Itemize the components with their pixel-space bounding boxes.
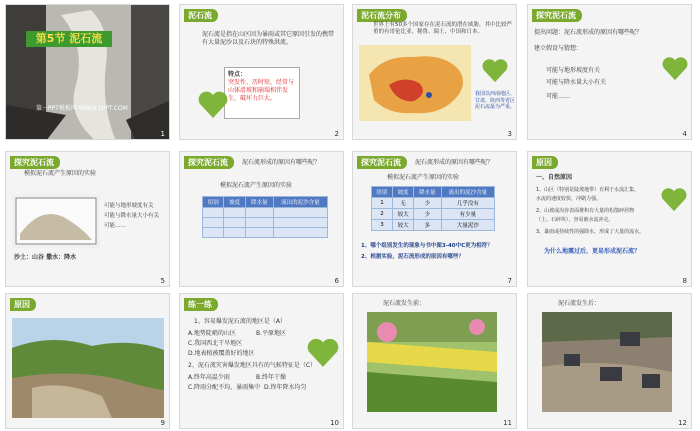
- table-cell: 较大: [393, 220, 414, 231]
- exercise-question-2: 2、泥石流灾害爆发地区具有的气候特征是（C）: [188, 362, 317, 369]
- slide-number: 10: [330, 419, 339, 427]
- reason-line-3: 2、山坡或沟谷表面堆积有大量的松散碎屑物: [536, 208, 635, 214]
- experiment-title: 模拟泥石流产生原因的实验: [220, 182, 293, 189]
- option-2a: A.终年高温少雨: [188, 374, 230, 381]
- table-header-cell: 组别: [372, 187, 393, 198]
- reason-line-5: 3、暴雨或持续性的强降水，形成了大量的流水。: [536, 229, 645, 235]
- after-label: 泥石流发生后：: [558, 300, 601, 307]
- leaf-heart-icon: [481, 57, 509, 83]
- china-map: [359, 45, 471, 121]
- slide-number: 4: [682, 130, 687, 138]
- slide-thumbnail-12[interactable]: [527, 293, 692, 429]
- table-cell: 1: [372, 198, 393, 209]
- question-text: 泥石流形成的原因有哪些呢？: [242, 159, 321, 166]
- slide-number: 2: [334, 130, 339, 138]
- reason-line-4: （土、石碎块），容易被水流冲走。: [536, 217, 614, 223]
- question-b: 2、根据实验，泥石流形成的原因有哪些？: [361, 254, 464, 260]
- leaf-heart-icon: [661, 55, 689, 81]
- slide-thumbnail-6[interactable]: [179, 151, 344, 287]
- slide-number: 1: [160, 130, 165, 138]
- table-cell: 大量泥沙: [441, 220, 494, 231]
- table-header-row: [372, 187, 495, 198]
- slide-number: 7: [507, 277, 512, 285]
- slide-thumbnail-2[interactable]: [179, 4, 344, 140]
- option-1c: C.我国西北干旱地区: [188, 340, 243, 347]
- bottom-question: 为什么地震过后，更易形成泥石流？: [544, 248, 641, 255]
- hypothesis-3: 可能……: [104, 223, 127, 229]
- deforested-hillside-photo: [12, 318, 164, 418]
- village-before-photo: [367, 312, 497, 412]
- option-2c: C.降雨分配不均，暴雨集中: [188, 384, 261, 391]
- leaf-heart-icon: [660, 186, 688, 212]
- table-row: [372, 209, 495, 220]
- hypothesis-3: 可能……: [546, 93, 571, 100]
- table-row: [203, 228, 328, 238]
- slide-tag: 泥石流: [184, 9, 218, 22]
- table-header-cell: 坡度: [224, 197, 245, 208]
- table-header-cell: 降水量: [414, 187, 442, 198]
- feature-body: 突发性、历时短，经常与山体滑坡和崩塌相伴发生，破坏力巨大。: [228, 79, 295, 102]
- table-header-cell: 降水量: [245, 197, 273, 208]
- table-header-cell: 流出的泥沙含量: [441, 187, 494, 198]
- table-cell: 有少量: [441, 209, 494, 220]
- table-header-row: [203, 197, 328, 208]
- table-cell: 较大: [393, 209, 414, 220]
- table-header-cell: 坡度: [393, 187, 414, 198]
- slide-number: 9: [160, 419, 165, 427]
- table-cell: 3: [372, 220, 393, 231]
- table-header-cell: 组别: [203, 197, 224, 208]
- title-banner: 第5节 泥石流: [26, 31, 112, 47]
- table-cell: 几乎没有: [441, 198, 494, 209]
- section-title: 一、自然原因: [536, 174, 573, 181]
- question-text: 泥石流形成的原因有哪些呢？: [415, 159, 494, 166]
- option-2d: D.终年降水均匀: [264, 384, 307, 391]
- reason-line-2: 水流的速度较快，冲刷力强。: [536, 196, 602, 202]
- question-a: 1、哪个组别发生的现象与书中图3-40中C更为相符？: [361, 243, 493, 249]
- slide-tag: 探究泥石流: [184, 156, 234, 169]
- slide-thumbnail-7[interactable]: [352, 151, 517, 287]
- slide-tag: 原因: [532, 156, 558, 169]
- village-after-photo: [542, 312, 672, 412]
- slide-number: 8: [682, 277, 687, 285]
- table-cell: 无: [393, 198, 414, 209]
- hypothesis-1: 可能与地形坡度有关: [546, 67, 601, 74]
- slide-thumbnail-9[interactable]: [5, 293, 170, 429]
- hypothesis-2: 可能与降水量大小有关: [546, 79, 607, 86]
- leaf-heart-icon: [306, 336, 340, 368]
- slide-tag: 泥石流分布: [357, 9, 407, 22]
- hypothesis-1: 可能与地形坡度有关: [104, 203, 154, 209]
- feature-title: 特点：: [228, 71, 247, 78]
- option-1b: B.平原地区: [256, 330, 287, 337]
- slide-number: 11: [503, 419, 512, 427]
- slide-thumbnail-10[interactable]: [179, 293, 344, 429]
- slide-tag: 原因: [10, 298, 36, 311]
- experiment-table-empty: [202, 196, 328, 238]
- option-1a: A.地势陡峭的山区: [188, 330, 236, 337]
- sand-tray-photo: [12, 194, 100, 248]
- table-cell: 多: [414, 220, 442, 231]
- experiment-title: 模拟泥石流产生原因的实验: [24, 170, 97, 177]
- question-text: 提出问题：泥石流形成的原因有哪些呢？: [534, 29, 643, 36]
- table-cell: 少: [414, 198, 442, 209]
- waterfall-cliff-photo: [6, 5, 170, 140]
- before-label: 泥石流发生前：: [383, 300, 426, 307]
- definition-text: 泥石流是指在山区因为暴雨或其它原因引发的携带有大量泥沙以及石块的特殊洪流。: [202, 31, 335, 46]
- table-header-cell: 流出的泥沙含量: [273, 197, 327, 208]
- map-note: 我国以西南地区、甘肃、陕西等省区泥石流最为严重。: [475, 91, 516, 110]
- slide-tag: 探究泥石流: [532, 9, 582, 22]
- slide-thumbnail-3[interactable]: [352, 4, 517, 140]
- slide-number: 3: [507, 130, 512, 138]
- slide-thumbnail-11[interactable]: [352, 293, 517, 429]
- watermark-text: 第一PPT模板网 WWW.1PPT.COM: [36, 105, 128, 112]
- slide-thumbnail-1[interactable]: [5, 4, 170, 140]
- experiment-title: 模拟泥石流产生原因的实验: [387, 174, 460, 181]
- slide-tag: 练一练: [184, 298, 218, 311]
- feature-box: [224, 67, 300, 119]
- distribution-text: 世界上有50多个国家存在泥石流的潜在威胁，其中比较严重的有哥伦比亚、秘鲁、瑞士、中国和日本。: [373, 22, 513, 35]
- slide-thumbnail-5[interactable]: [5, 151, 170, 287]
- table-cell: 2: [372, 209, 393, 220]
- table-row: [203, 208, 328, 218]
- slide-number: 6: [334, 277, 339, 285]
- slide-thumbnail-4[interactable]: [527, 4, 692, 140]
- leaf-heart-icon: [196, 89, 230, 119]
- table-cell: 少: [414, 209, 442, 220]
- table-row: [372, 220, 495, 231]
- experiment-table: [371, 186, 495, 231]
- slide-number: 12: [678, 419, 687, 427]
- experiment-caption: 沙土：山谷 撒水：降水: [14, 254, 77, 261]
- option-2b: B.终年干燥: [256, 374, 287, 381]
- option-1d: D.地表植被覆盖好的地区: [188, 350, 255, 357]
- slide-tag: 探究泥石流: [357, 156, 407, 169]
- slide-tag: 探究泥石流: [10, 156, 60, 169]
- table-row: [372, 198, 495, 209]
- table-row: [203, 218, 328, 228]
- exercise-question-1: 1、容易爆发泥石流的地区是（A）: [194, 318, 286, 325]
- hypothesis-title: 建立假设与猜想：: [534, 45, 583, 52]
- slide-thumbnail-8[interactable]: [527, 151, 692, 287]
- hypothesis-2: 可能与降水量大小有关: [104, 213, 160, 219]
- reason-line-1: 1、山区（特别是陡坡地带）有利于水流汇集，: [536, 187, 640, 193]
- slide-number: 5: [160, 277, 165, 285]
